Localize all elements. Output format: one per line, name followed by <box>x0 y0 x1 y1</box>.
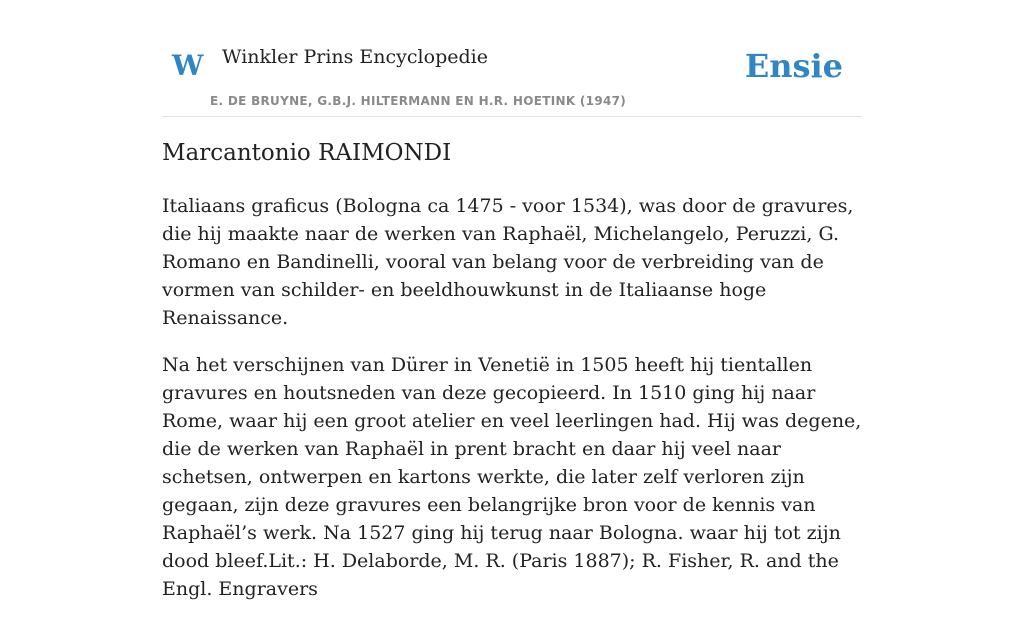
paragraph: Na het verschijnen van Dürer in Venetië in 1505 heeft hij tientallen gravures en houtsneden van deze gecopieerd. In 1510 ging hij naar Rome, waar hij een groot atelier en veel leerlingen had. Hij was degene, die de werken van Raphaël in prent bracht en daar hij veel naar schetsen, ontwerpen en kartons werkte, die later zelf verloren zijn gegaan, zijn deze gravures een belangrijke bron voor de kennis van Raphaël’s werk. Na 1527 ging hij terug naar Bologna. waar hij tot zijn dood bleef.Lit.: H. Delaborde, M. R. (Paris 1887); R. Fisher, R. and the Engl. Engravers <box>162 354 862 600</box>
site-header <box>162 0 862 117</box>
winkler-prins-logo[interactable]: W <box>172 49 204 82</box>
authors-line: E. DE BRUYNE, G.B.J. HILTERMANN EN H.R. HOETINK (1947) <box>210 94 627 108</box>
paragraph: Italiaans graficus (Bologna ca 1475 - voor 1534), was door de gravures, die hij maakte naar de werken van Raphaël, Michelangelo, Peruzzi, G. Romano en Bandinelli, vooral van belang voor de verbreiding van de vormen van schilder- en beeldhouwkunst in de Italiaanse hoge Renaissance. <box>162 195 854 329</box>
site-title[interactable]: Winkler Prins Encyclopedie <box>222 46 488 68</box>
article-title: Marcantonio RAIMONDI <box>162 140 452 166</box>
article-body <box>162 192 862 622</box>
ensie-brand-logo[interactable]: Ensie <box>744 47 843 85</box>
